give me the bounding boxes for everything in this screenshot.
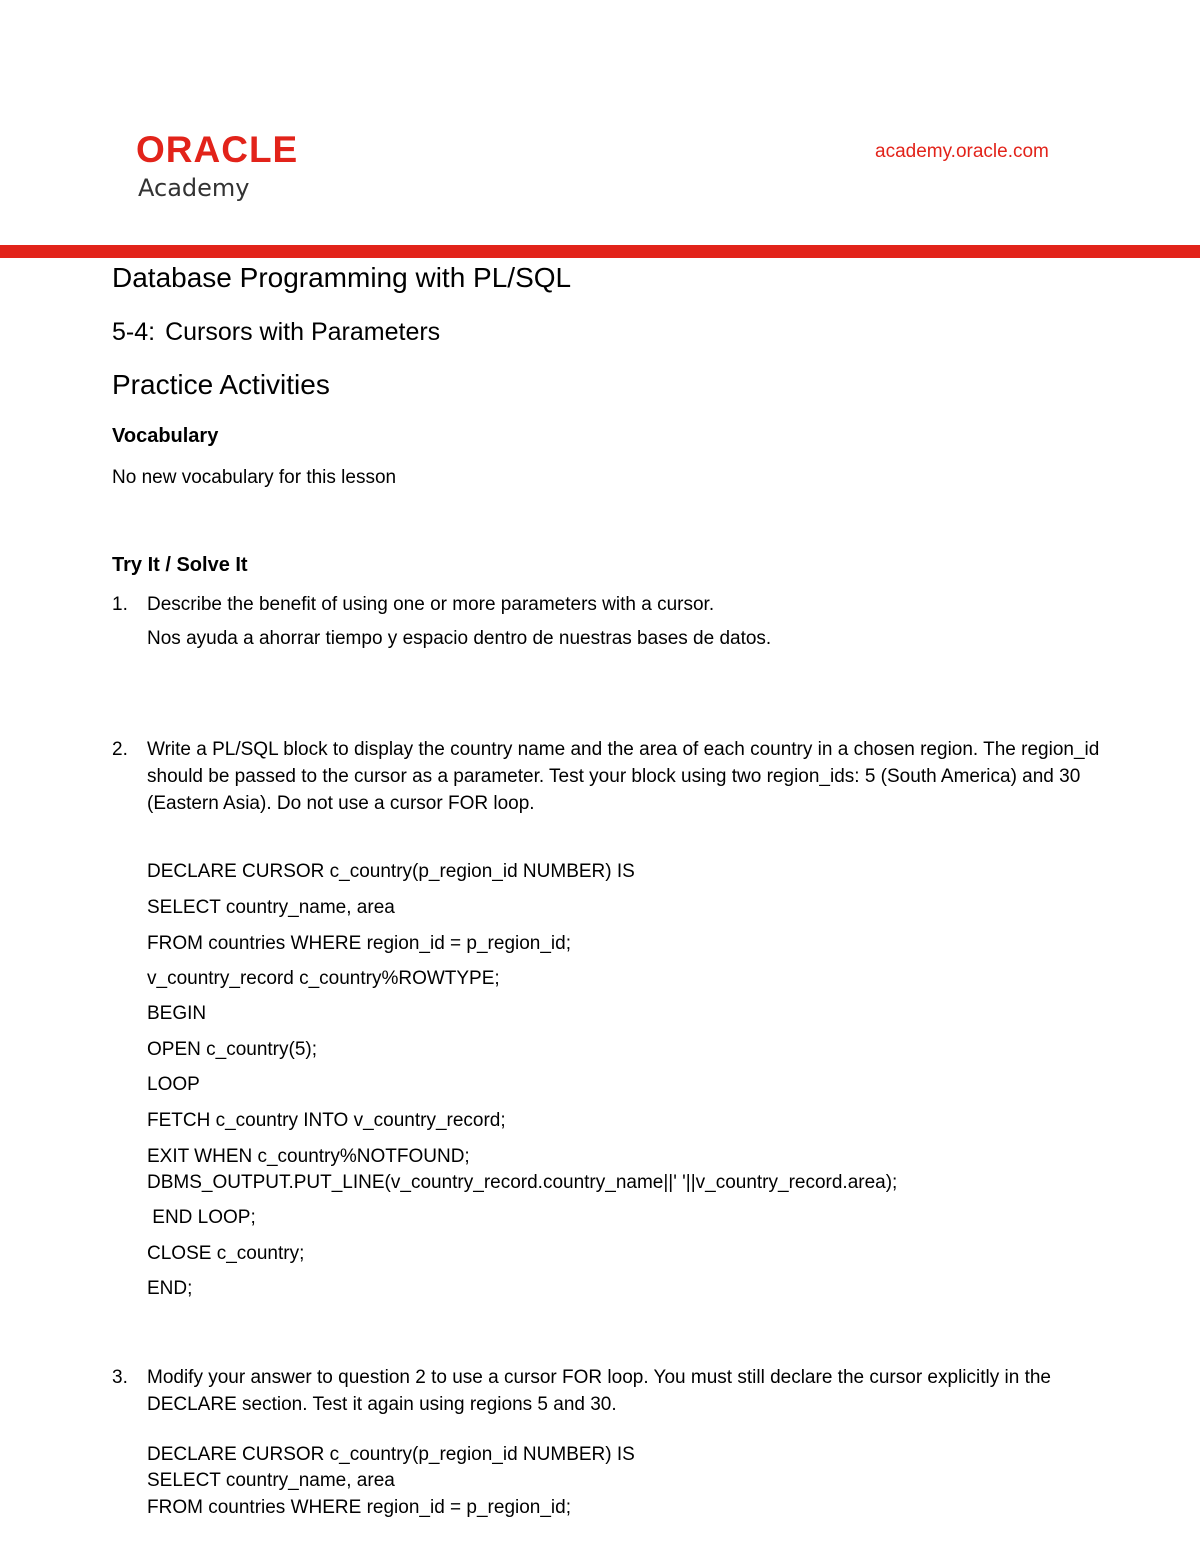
question-text: Modify your answer to question 2 to use a cursor FOR loop. You must still declare the cursor explicitly in the DECLARE section. Test it again using regions 5 and 30. [147,1367,1051,1415]
code-line: SELECT country_name, area [147,897,395,918]
section-heading: Practice Activities [112,369,330,400]
code-line: DECLARE CURSOR c_country(p_region_id NUMBER) IS [147,861,635,882]
answer-1: Nos ayuda a ahorrar tiempo y espacio dentro de nuestras bases de datos. [147,628,772,649]
svg-text:Academy: Academy [138,174,250,202]
try-it-heading: Try It / Solve It [112,554,248,576]
code-line: DBMS_OUTPUT.PUT_LINE(v_country_record.country_name||' '||v_country_record.area); [147,1172,898,1193]
lesson-name: Cursors with Parameters [165,318,441,346]
code-line: OPEN c_country(5); [147,1039,317,1060]
question-number: 3. [112,1367,128,1388]
page-title: Database Programming with PL/SQL [112,262,572,293]
lesson-number: 5-4: [112,318,156,346]
vocabulary-text: No new vocabulary for this lesson [112,467,397,488]
code-line: FROM countries WHERE region_id = p_region_id; [147,933,571,954]
lesson-title [112,318,440,347]
code-line: END LOOP; [147,1207,256,1228]
question-number: 2. [112,739,128,760]
question-text: Describe the benefit of using one or more parameters with a cursor. [147,594,715,615]
code-line: EXIT WHEN c_country%NOTFOUND; [147,1146,470,1167]
code-line: BEGIN [147,1003,207,1024]
code-line: FETCH c_country INTO v_country_record; [147,1110,506,1131]
oracle-academy-logo [136,128,346,206]
code-line: v_country_record c_country%ROWTYPE; [147,968,500,989]
oracle-logo-icon [136,128,346,206]
code-line: SELECT country_name, area [147,1470,395,1491]
svg-text:ORACLE: ORACLE [136,129,299,170]
header-divider [0,245,1200,258]
vocabulary-heading: Vocabulary [112,425,219,447]
code-line: END; [147,1278,193,1299]
code-line: DECLARE CURSOR c_country(p_region_id NUMBER) IS [147,1444,635,1465]
code-line: CLOSE c_country; [147,1243,305,1264]
code-line: LOOP [147,1074,200,1095]
code-line: FROM countries WHERE region_id = p_region_id; [147,1497,571,1518]
question-text: Write a PL/SQL block to display the country name and the area of each country in a chosen region. The region_id should be passed to the cursor as a parameter. Test your block using two region_ids: 5 (South America) and 30 (Eastern Asia). Do not use a cursor FOR loop. [147,739,1100,814]
question-number: 1. [112,594,128,615]
site-link[interactable]: academy.oracle.com [875,141,1049,162]
